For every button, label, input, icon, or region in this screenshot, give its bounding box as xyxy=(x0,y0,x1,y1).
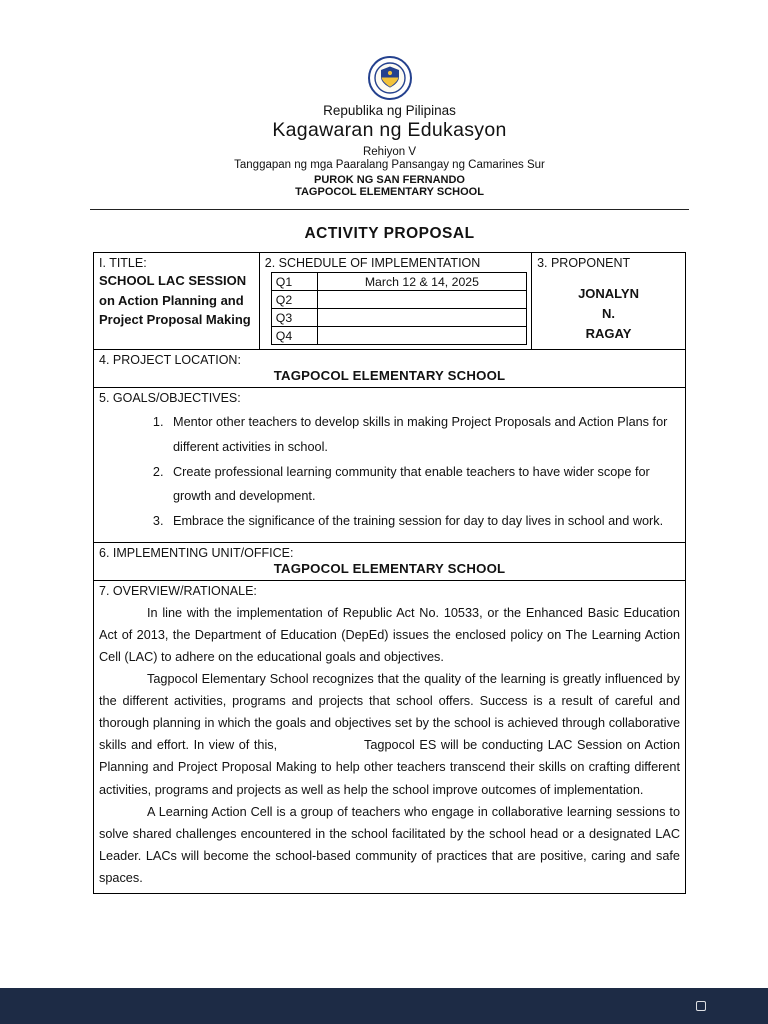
proponent-name-line: JONALYN xyxy=(578,286,639,301)
schedule-date-cell xyxy=(317,327,526,345)
overview-paragraph: In line with the implementation of Republic Act No. 10533, or the Enhanced Basic Education Act of 2013, the Department of Education (DepEd) issues the enclosed policy on The Learning Action Cell (LAC) to adhere on the educational goals and objectives. xyxy=(99,605,680,665)
overview-row xyxy=(94,580,686,893)
location-cell xyxy=(94,350,686,388)
activity-proposal-title: ACTIVITY PROPOSAL xyxy=(304,225,475,242)
school-line: TAGPOCOL ELEMENTARY SCHOOL xyxy=(295,186,484,198)
implementing-unit-row xyxy=(94,542,686,580)
overview-paragraph: A Learning Action Cell is a group of teachers who engage in collaborative learning sessions to solve shared challenges encountered in the school facilitated by the school head or a designated LAC Leader. LACs will become the school-based community of practices that are positive, caring and safe spaces. xyxy=(99,804,680,885)
deped-seal-icon xyxy=(368,56,412,100)
division-line: Tanggapan ng mga Paaralang Pansangay ng Camarines Sur xyxy=(234,159,545,171)
title-value: SCHOOL LAC SESSION on Action Planning and Project Proposal Making xyxy=(99,273,251,327)
location-value: TAGPOCOL ELEMENTARY SCHOOL xyxy=(273,368,506,383)
overview-paragraph: Tagpocol Elementary School recognizes that the quality of the learning is greatly influenced by the different activities, programs and projects that school offers. Success is a result of careful and thorough planning in which the goals and objectives set by the school is achieved through collaborative skills and effort. In view of this, Tagpocol ES will be conducting LAC Session on Action Planning and Project Proposal Making to help other teachers transcend their skills on crafting different activities, programs and projects as well as help the school improve outcomes of implementation. xyxy=(99,672,680,797)
implementing-unit-cell xyxy=(94,542,686,580)
proponent-cell xyxy=(532,253,686,350)
overview-cell xyxy=(94,580,686,893)
schedule-date-cell: March 12 & 14, 2025 xyxy=(317,273,526,291)
department-line: Kagawaran ng Edukasyon xyxy=(272,119,507,141)
proponent-name xyxy=(537,284,680,344)
purok-line: PUROK NG SAN FERNANDO xyxy=(314,174,465,186)
letterhead xyxy=(93,56,686,198)
schedule-date-cell xyxy=(317,309,526,327)
schedule-quarter-cell: Q1 xyxy=(271,273,317,291)
viewer-bottom-bar xyxy=(0,988,768,1024)
overview-label: 7. OVERVIEW/RATIONALE: xyxy=(99,583,257,598)
region-line: Rehiyon V xyxy=(362,146,417,158)
schedule-quarter-cell: Q4 xyxy=(271,327,317,345)
goals-list xyxy=(99,410,680,534)
schedule-row xyxy=(271,327,526,345)
schedule-row xyxy=(271,273,526,291)
goals-row xyxy=(94,388,686,543)
schedule-quarter-cell: Q2 xyxy=(271,291,317,309)
proponent-name-line: N. xyxy=(602,306,616,322)
schedule-table xyxy=(271,272,527,345)
fullscreen-icon[interactable] xyxy=(696,1001,706,1011)
goal-item: 1. Mentor other teachers to develop skills in making Project Proposals and Action Plans for different activities in school. xyxy=(167,410,680,460)
goals-label: 5. GOALS/OBJECTIVES: xyxy=(99,391,241,405)
title-cell xyxy=(94,253,260,350)
schedule-quarter-cell: Q3 xyxy=(271,309,317,327)
goal-item: 2. Create professional learning community that enable teachers to have wider scope for growth and development. xyxy=(167,460,680,510)
overview-body xyxy=(99,602,680,889)
letterhead-divider xyxy=(90,209,689,210)
proponent-label: 3. PROPONENT xyxy=(537,256,631,270)
location-row xyxy=(94,350,686,388)
location-label: 4. PROJECT LOCATION: xyxy=(99,353,241,367)
schedule-cell xyxy=(259,253,531,350)
schedule-row xyxy=(271,291,526,309)
schedule-label: 2. SCHEDULE OF IMPLEMENTATION xyxy=(264,256,481,270)
implementing-unit-value: TAGPOCOL ELEMENTARY SCHOOL xyxy=(273,560,506,576)
proposal-table xyxy=(93,252,686,894)
goals-cell xyxy=(94,388,686,543)
implementing-unit-label: 6. IMPLEMENTING UNIT/OFFICE: xyxy=(99,545,294,560)
schedule-date-cell xyxy=(317,291,526,309)
proponent-name-line: RAGAY xyxy=(585,326,632,342)
republic-line: Republika ng Pilipinas xyxy=(323,103,456,118)
goal-item: 3. Embrace the significance of the training session for day to day lives in school and work. xyxy=(167,509,680,534)
top-row xyxy=(94,253,686,350)
schedule-row xyxy=(271,309,526,327)
title-label: I. TITLE: xyxy=(99,256,147,270)
